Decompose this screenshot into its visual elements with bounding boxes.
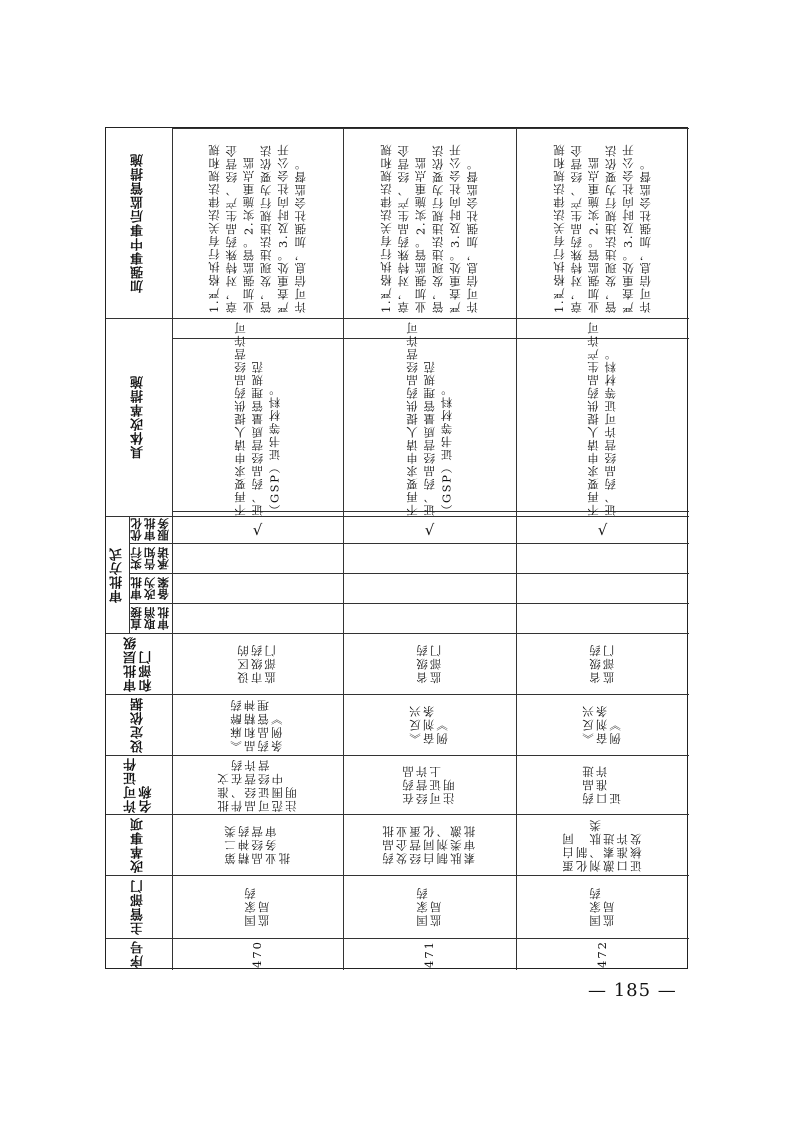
header-mode-promise xyxy=(129,543,172,573)
row-472-item xyxy=(516,814,689,875)
header-level-text: 审批层级 和部门 xyxy=(123,635,154,692)
row-item-text: 蛋白同 化制 剂、肽类 激素进 口准许 证核发 xyxy=(560,817,643,872)
header-basis xyxy=(106,694,172,755)
row-472-reform xyxy=(516,318,689,516)
header-mode-cancel xyxy=(129,603,172,633)
row-item-text: 药品批 发企业 经营蛋 白同化 制剂、 肽类激 素审批 xyxy=(381,824,477,865)
row-reform-text: 不再要求申请人提供药品生产许可证、药品经营许可证等材料。 xyxy=(586,321,618,516)
header-item-text: 改革事项 xyxy=(131,816,147,873)
row-supervision-text: 1.严格执行有关法律法规和规章，对特殊药品生产、经营企业加强监管。2.实施重点监管，发现违法违规行为要依法严查重处。3.及时向社会公开许可信息，加强社会监督。 xyxy=(378,143,479,313)
row-reform-text: 不再要求申请人提供药品经营许可证、药品经营质量管理规范（GSP）证书等材料。 xyxy=(232,321,282,516)
row-471-reform xyxy=(343,318,516,516)
row-471-level xyxy=(343,633,516,694)
row-470-item xyxy=(172,814,343,875)
header-mode-text: 审批方式 xyxy=(109,546,125,603)
header-dept-text: 主管部门 xyxy=(131,878,147,935)
row-seq-text: 471 xyxy=(421,940,436,968)
row-level-text: 设区的 市级药 监部门 xyxy=(236,643,278,684)
row-472-supervision xyxy=(516,128,689,318)
row-471-basis xyxy=(343,694,516,755)
row-seq-text: 470 xyxy=(249,940,264,968)
row-472-basis xyxy=(516,694,689,755)
row-472-optimize xyxy=(516,516,689,543)
row-472-seq xyxy=(516,938,689,970)
row-supervision-text: 1.严格执行有关法律法规和规章，对特殊药品生产、经营企业加强监管。2.实施重点监管，发现违法违规行为要依法严查重处。3.及时向社会公开许可信息，加强社会监督。 xyxy=(551,143,652,313)
row-license-text: 在药品 经营许 可证上 注明 xyxy=(401,764,457,805)
row-471-license xyxy=(343,755,516,814)
row-basis-text: 《麻醉药 品和精神 药品管理 条例》 xyxy=(229,697,285,752)
header-dept xyxy=(106,875,172,938)
header-reform-text: 具体改革措施 xyxy=(131,375,147,459)
row-472-level xyxy=(516,633,689,694)
row-supervision-text: 1.严格执行有关法律法规和规章，对特殊药品生产、经营企业加强监管。2.实施重点监管，发现违法违规行为要依法严查重处。3.及时向社会公开许可信息，加强社会监督。 xyxy=(206,143,307,313)
header-mode-optimize-text: 优化 审批 服务 xyxy=(129,518,171,541)
header-reform xyxy=(106,318,172,516)
row-470-optimize xyxy=(172,516,343,543)
page-number: — 185 — xyxy=(588,980,677,1001)
header-supervision xyxy=(106,128,172,318)
row-reform-text: 不再要求申请人提供药品经营许可证、药品经营质量管理规范（GSP）证书等材料。 xyxy=(404,321,454,516)
reform-table xyxy=(105,127,688,969)
row-471-item xyxy=(343,814,516,875)
header-seq-text: 序号 xyxy=(131,940,147,968)
row-basis-text: 《反兴 奋剂条 例》 xyxy=(581,704,623,745)
row-dept-text: 国家药 监局 xyxy=(587,886,616,927)
row-470-dept xyxy=(172,875,343,938)
header-seq xyxy=(106,938,172,970)
checkmark-icon: √ xyxy=(252,520,263,539)
row-license-text: 批准文 件、在药 品经营许 可证经营 范围中 注明 xyxy=(215,757,298,812)
row-470-supervision xyxy=(172,128,343,318)
header-supervision-text: 加强事中事后监管措施 xyxy=(131,153,147,293)
row-seq-text: 472 xyxy=(594,940,609,968)
checkmark-icon: √ xyxy=(597,520,608,539)
row-dept-text: 国家药 监局 xyxy=(242,886,271,927)
row-471-seq xyxy=(343,938,516,970)
checkmark-icon: √ xyxy=(424,520,435,539)
header-mode-filing xyxy=(129,573,172,603)
row-license-text: 药品进 口准许 证 xyxy=(581,764,623,805)
row-471-dept xyxy=(343,875,516,938)
row-item-text: 第二类 精神药 品经营 业务审 批 xyxy=(222,824,291,865)
row-470-reform xyxy=(172,318,343,516)
row-470-license xyxy=(172,755,343,814)
header-basis-text: 设定依据 xyxy=(131,696,147,753)
header-mode-promise-text: 实行 告知 承诺 xyxy=(129,546,171,570)
row-470-seq xyxy=(172,938,343,970)
row-470-level xyxy=(172,633,343,694)
row-470-basis xyxy=(172,694,343,755)
header-item xyxy=(106,814,172,875)
row-level-text: 省级药 监部门 xyxy=(414,643,443,684)
row-basis-text: 《反兴 奋剂条 例》 xyxy=(408,704,450,745)
row-472-dept xyxy=(516,875,689,938)
row-471-supervision xyxy=(343,128,516,318)
header-mode-cancel-text: 直接 取消 审批 xyxy=(129,606,171,630)
header-mode-optimize xyxy=(129,516,172,543)
row-471-optimize xyxy=(343,516,516,543)
row-dept-text: 国家药 监局 xyxy=(414,886,443,927)
header-mode-filing-text: 审批 改为 备案 xyxy=(129,576,171,600)
header-mode xyxy=(106,516,129,633)
row-472-license xyxy=(516,755,689,814)
header-level xyxy=(106,633,172,694)
header-license xyxy=(106,755,172,814)
header-license-text: 许可证件 名称 xyxy=(123,756,154,813)
row-level-text: 省级药 监部门 xyxy=(587,643,616,684)
